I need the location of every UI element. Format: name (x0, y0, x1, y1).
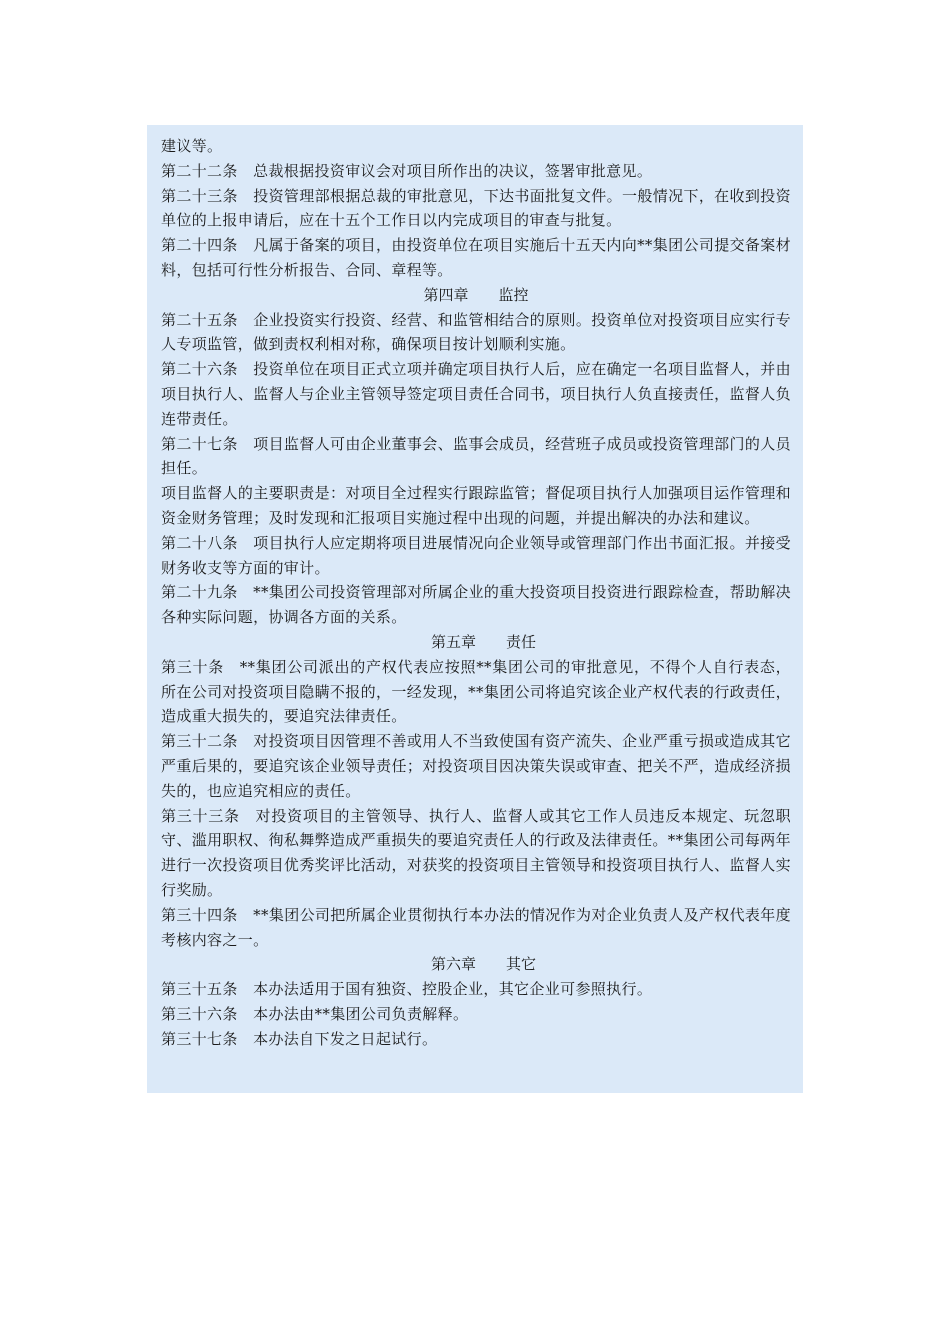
article-paragraph: 第三十五条 本办法适用于国有独资、控股企业，其它企业可参照执行。 (161, 980, 653, 999)
article-paragraph: 第二十三条 投资管理部根据总裁的审批意见，下达书面批复文件。一般情况下，在收到投资单位的上报申请后，应在十五个工作日以内完成项目的审查与批复。 (161, 186, 791, 230)
article-paragraph: 第三十四条 **集团公司把所属企业贯彻执行本办法的情况作为对企业负责人及产权代表年度考核内容之一。 (161, 905, 791, 949)
article-paragraph: 第二十九条 **集团公司投资管理部对所属企业的重大投资项目投资进行跟踪检查，帮助解决各种实际问题，协调各方面的关系。 (161, 583, 791, 627)
article-paragraph: 第三十条 **集团公司派出的产权代表应按照**集团公司的审批意见，不得个人自行表态，所在公司对投资项目隐瞒不报的，一经发现，**集团公司将追究该企业产权代表的行政责任，造成重大损失的，要追究法律责任。 (161, 657, 791, 726)
article-paragraph: 第三十三条 对投资项目的主管领导、执行人、监督人或其它工作人员违反本规定、玩忽职守、滥用职权、徇私舞弊造成严重损失的要追究责任人的行政及法律责任。**集团公司每两年进行一次投资项目优秀奖评比活动，对获奖的投资项目主管领导和投资项目执行人、监督人实行奖励。 (161, 806, 791, 899)
article-paragraph: 项目监督人的主要职责是：对项目全过程实行跟踪监管；督促项目执行人加强项目运作管理和资金财务管理；及时发现和汇报项目实施过程中出现的问题，并提出解决的办法和建议。 (161, 484, 791, 527)
article-paragraph: 第二十五条 企业投资实行投资、经营、和监管相结合的原则。投资单位对投资项目应实行专人专项监管，做到责权利相对称，确保项目按计划顺利实施。 (161, 310, 791, 354)
article-paragraph: 建议等。 (161, 137, 223, 155)
chapter-heading: 第六章 其它 (415, 955, 536, 974)
article-paragraph: 第三十二条 对投资项目因管理不善或用人不当致使国有资产流失、企业严重亏损或造成其它严重后果的，要追究该企业领导责任；对投资项目因决策失误或审查、把关不严，造成经济损失的，也应追究相应的责任。 (161, 732, 791, 800)
article-paragraph: 第二十四条 凡属于备案的项目，由投资单位在项目实施后十五天内向**集团公司提交备案材料，包括可行性分析报告、合同、章程等。 (161, 236, 791, 279)
article-paragraph: 第三十六条 本办法由**集团公司负责解释。 (161, 1004, 469, 1023)
chapter-heading: 第四章 监控 (423, 285, 529, 304)
article-paragraph: 第二十六条 投资单位在项目正式立项并确定项目执行人后，应在确定一名项目监督人，并由项目执行人、监督人与企业主管领导签定项目责任合同书，项目执行人负直接责任，监督人负连带责任。 (161, 360, 791, 428)
article-paragraph: 第二十七条 项目监督人可由企业董事会、监事会成员，经营班子成员或投资管理部门的人员担任。 (161, 434, 791, 478)
article-paragraph: 第三十七条 本办法自下发之日起试行。 (161, 1029, 438, 1048)
article-paragraph: 第二十二条 总裁根据投资审议会对项目所作出的决议，签署审批意见。 (161, 161, 653, 180)
article-paragraph: 第二十八条 项目执行人应定期将项目进展情况向企业领导或管理部门作出书面汇报。并接受财务收支等方面的审计。 (161, 533, 791, 577)
document-text-box (147, 125, 803, 1093)
chapter-heading: 第五章 责任 (415, 632, 536, 651)
